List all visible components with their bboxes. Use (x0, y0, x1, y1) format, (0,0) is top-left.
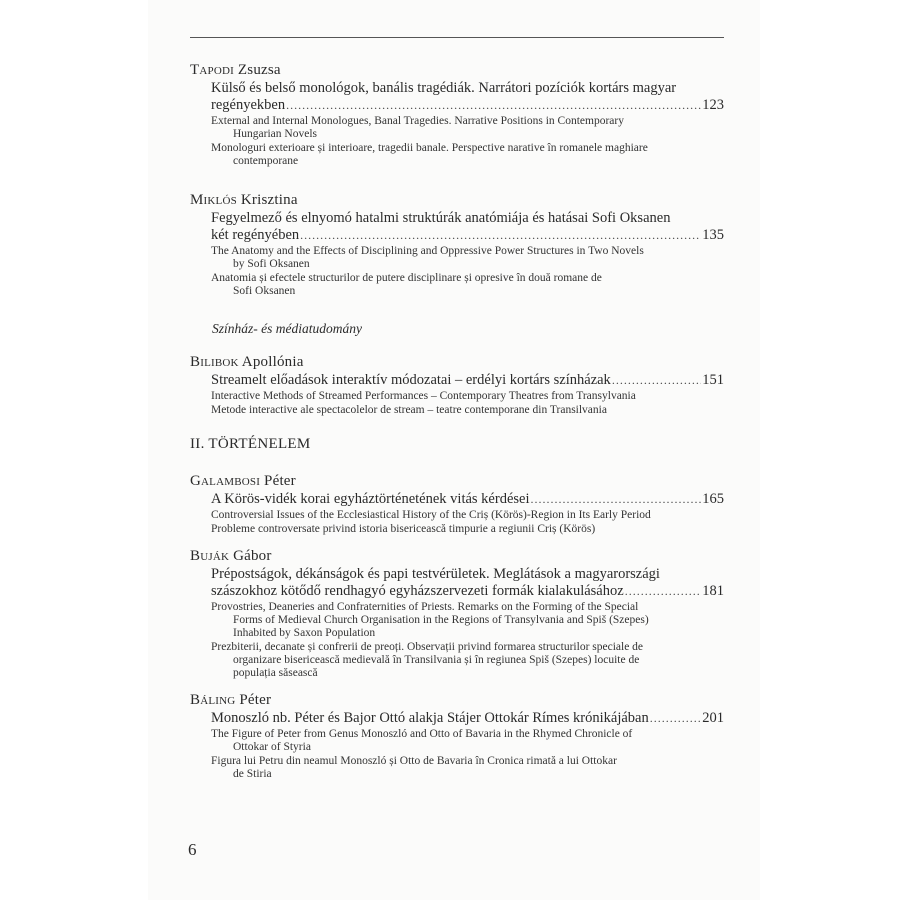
toc-entry (190, 192, 724, 298)
translated-title (211, 272, 724, 298)
title-line-text: A Körös-vidék korai egyháztörténetének vitás kérdései (211, 491, 530, 507)
translated-title-line: Forms of Medieval Church Organisation in the Regions of Transylvania and Spiš (Szepes) (233, 614, 649, 626)
entry-title (211, 710, 724, 727)
translated-title-line: Anatomia și efectele structurilor de putere disciplinare și opresive în două romane de (211, 272, 602, 284)
entry-page-number: 123 (702, 97, 724, 113)
section-subheading: Színház- és médiatudomány (212, 321, 362, 336)
entry-body (211, 491, 724, 536)
entry-page-number: 135 (702, 227, 724, 243)
entry-body (211, 210, 724, 298)
translated-title-line: External and Internal Monologues, Banal Tragedies. Narrative Positions in Contemporary (211, 115, 624, 127)
section-heading: II. TÖRTÉNELEM (190, 436, 311, 452)
title-line-text: Streamelt előadások interaktív módozatai – erdélyi kortárs színházak (211, 372, 611, 388)
translated-title-line: Prezbiterii, decanate și confrerii de preoți. Observații privind formarea structurilor speciale de (211, 641, 644, 653)
dot-leader (530, 491, 701, 508)
entry-title (211, 566, 724, 600)
author-surname: Bilibok (190, 354, 239, 370)
author-name (190, 62, 724, 79)
translated-title-line: Monologuri exterioare și interioare, tragedii banale. Perspective narative în romanele maghiare (211, 142, 648, 154)
translated-title-line: The Figure of Peter from Genus Monoszló and Otto of Bavaria in the Rhymed Chronicle of (211, 728, 633, 740)
title-leader-line (211, 491, 724, 508)
translated-title (211, 523, 724, 536)
title-line-text: Prépostságok, dékánságok és papi testvérületek. Meglátások a magyarországi (211, 566, 660, 582)
title-line-text: regényekben (211, 97, 286, 113)
title-leader-line (211, 372, 724, 389)
title-line-text: Fegyelmező és elnyomó hatalmi struktúrák anatómiája és hatásai Sofi Oksanen (211, 210, 671, 226)
title-leader-line (211, 710, 724, 727)
translated-title (211, 728, 724, 754)
translated-title-line: Probleme controversate privind istoria bisericească timpurie a regiunii Criș (Körös) (211, 523, 596, 535)
translated-title-line: populația săsească (233, 667, 318, 679)
translated-title-line: The Anatomy and the Effects of Disciplining and Oppressive Power Structures in Two Novels (211, 245, 644, 257)
table-of-contents (190, 62, 724, 781)
translated-title (211, 115, 724, 141)
author-name (190, 692, 724, 709)
translated-title-line: Metode interactive ale spectacolelor de stream – teatre contemporane din Transilvania (211, 404, 607, 416)
author-surname: Miklós (190, 192, 237, 208)
translated-title-line: by Sofi Oksanen (233, 258, 310, 270)
dot-leader (650, 710, 702, 727)
entry-title (211, 372, 724, 389)
author-surname: Tapodi (190, 62, 234, 78)
dot-leader (625, 583, 702, 600)
author-given-name: Zsuzsa (233, 62, 281, 78)
author-surname: Báling (190, 692, 236, 708)
author-surname: Buják (190, 548, 230, 564)
toc-entry (190, 692, 724, 781)
author-given-name: Péter (260, 473, 296, 489)
header-rule (190, 37, 724, 38)
translated-title (211, 755, 724, 781)
author-given-name: Gábor (229, 548, 272, 564)
translated-title-line: Ottokar of Styria (233, 741, 311, 753)
dot-leader (286, 97, 701, 114)
translated-title-line: contemporane (233, 155, 299, 167)
entry-title (211, 491, 724, 508)
title-line-text: két regényében (211, 227, 300, 243)
translated-title-line: Inhabited by Saxon Population (233, 627, 376, 639)
translated-title-line: Interactive Methods of Streamed Performances – Contemporary Theatres from Transylvania (211, 390, 636, 402)
translated-title-line: Hungarian Novels (233, 128, 317, 140)
translated-title (211, 641, 724, 680)
toc-entry (190, 548, 724, 680)
entry-page-number: 201 (702, 710, 724, 726)
entry-title (211, 80, 724, 114)
title-leader-line (211, 227, 724, 244)
dot-leader (612, 372, 701, 389)
toc-group-literature (190, 62, 724, 298)
translated-title-line: Provostries, Deaneries and Confraternities of Priests. Remarks on the Forming of the Special (211, 601, 639, 613)
title-line-text: Külső és belső monológok, banális tragédiák. Narrátori pozíciók kortárs magyar (211, 80, 677, 96)
author-name (190, 192, 724, 209)
entry-page-number: 151 (702, 372, 724, 388)
author-name (190, 548, 724, 565)
page-number: 6 (188, 840, 197, 859)
translated-title-line: Sofi Oksanen (233, 285, 296, 297)
translated-title (211, 390, 724, 403)
author-given-name: Péter (235, 692, 272, 708)
translated-title (211, 404, 724, 417)
title-leader-line (211, 97, 724, 114)
toc-group-history (190, 473, 724, 781)
toc-entry (190, 354, 724, 417)
toc-entry (190, 62, 724, 168)
entry-body (211, 372, 724, 417)
author-given-name: Krisztina (236, 192, 298, 208)
author-given-name: Apollónia (238, 354, 304, 370)
toc-entry (190, 473, 724, 536)
entry-page-number: 165 (702, 491, 724, 507)
translated-title-line: organizare bisericească medievală în Transilvania și în regiunea Spiš (Szepes) locuite de (233, 654, 640, 666)
author-name (190, 473, 724, 490)
author-surname: Galambosi (190, 473, 261, 489)
entry-body (211, 566, 724, 680)
entry-body (211, 80, 724, 168)
author-name (190, 354, 724, 371)
entry-body (211, 710, 724, 781)
translated-title (211, 245, 724, 271)
entry-page-number: 181 (702, 583, 724, 599)
title-line-text: Monoszló nb. Péter és Bajor Ottó alakja Stájer Ottokár Rímes krónikájában (211, 710, 649, 726)
toc-group-theatre (190, 354, 724, 417)
translated-title (211, 509, 724, 522)
title-line-text: szászokhoz kötődő rendhagyó egyházszervezeti formák kialakulásához (211, 583, 624, 599)
translated-title-line: de Stiria (233, 768, 272, 780)
translated-title (211, 142, 724, 168)
title-leader-line (211, 583, 724, 600)
dot-leader (300, 227, 701, 244)
entry-title (211, 210, 724, 244)
translated-title-line: Figura lui Petru din neamul Monoszló și Otto de Bavaria în Cronica rimată a lui Ottokar (211, 755, 617, 767)
translated-title (211, 601, 724, 640)
translated-title-line: Controversial Issues of the Ecclesiastical History of the Criș (Körös)-Region in Its Early Period (211, 509, 651, 521)
